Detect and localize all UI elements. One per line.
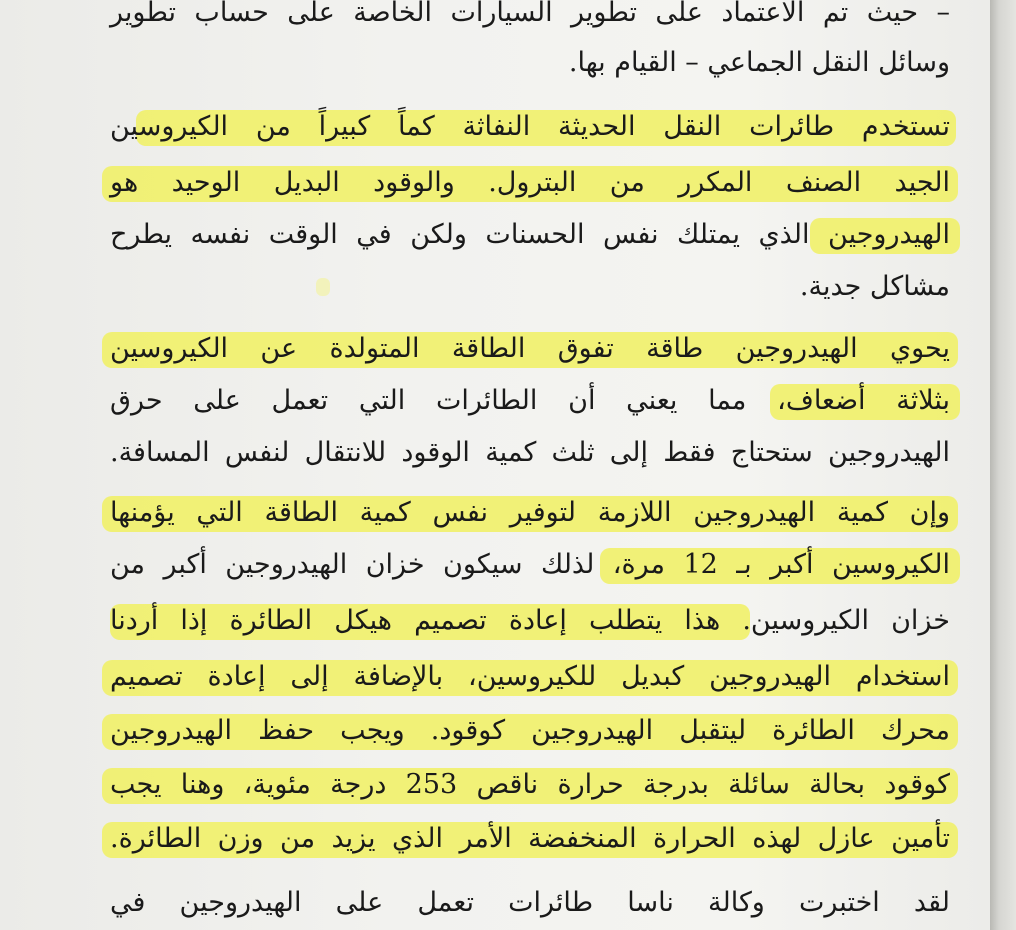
text-line-highlighted <box>110 706 950 756</box>
text-line <box>110 262 950 312</box>
line-text: كوقود بحالة سائلة بدرجة حرارة ناقص 253 درجة مئوية، وهنا يجب <box>110 769 950 800</box>
text-line-partially-highlighted <box>110 210 950 260</box>
text-line-highlighted <box>110 102 950 152</box>
text-line-highlighted <box>110 652 950 702</box>
line-text: وسائل النقل الجماعي – القيام بها. <box>568 47 950 78</box>
line-text: استخدام الهيدروجين كبديل للكيروسين، بالإضافة إلى إعادة تصميم <box>110 661 950 692</box>
line-text: خزان الكيروسين. هذا يتطلب إعادة تصميم هيكل الطائرة إذا أردنا <box>110 605 950 636</box>
text-line-highlighted <box>110 324 950 374</box>
text-line <box>110 878 950 928</box>
text-line <box>110 428 950 478</box>
line-text: الجيد الصنف المكرر من البترول. والوقود البديل الوحيد هو <box>110 167 950 198</box>
line-text: الكيروسين أكبر بـ 12 مرة، لذلك سيكون خزان الهيدروجين أكبر من <box>110 549 950 580</box>
line-text: يحوي الهيدروجين طاقة تفوق الطاقة المتولدة عن الكيروسين <box>110 333 950 364</box>
book-gutter <box>990 0 1016 930</box>
line-text: محرك الطائرة ليتقبل الهيدروجين كوقود. ويجب حفظ الهيدروجين <box>110 715 950 746</box>
line-text: تستخدم طائرات النقل الحديثة النفاثة كماً كبيراً من الكيروسين <box>110 111 950 142</box>
text-line-partially-highlighted <box>110 540 950 590</box>
line-text: تأمين عازل لهذه الحرارة المنخفضة الأمر الذي يزيد من وزن الطائرة. <box>110 823 950 854</box>
line-text: وإن كمية الهيدروجين اللازمة لتوفير نفس كمية الطاقة التي يؤمنها <box>110 497 950 528</box>
text-line-partially-highlighted <box>110 596 950 646</box>
line-text: الهيدروجين ستحتاج فقط إلى ثلث كمية الوقود للانتقال لنفس المسافة. <box>110 437 950 468</box>
text-line-highlighted <box>110 158 950 208</box>
line-text: الهيدروجين الذي يمتلك نفس الحسنات ولكن في الوقت نفسه يطرح <box>110 219 950 250</box>
text-line-highlighted <box>110 760 950 810</box>
text-line-highlighted <box>110 488 950 538</box>
text-line-partially-highlighted <box>110 376 950 426</box>
line-text: مشاكل جدية. <box>799 271 950 302</box>
text-line <box>110 38 950 88</box>
text-line <box>110 0 950 38</box>
text-line-highlighted <box>110 814 950 864</box>
line-text: لقد اختبرت وكالة ناسا طائرات تعمل على الهيدروجين في <box>110 887 950 918</box>
line-text: بثلاثة أضعاف، مما يعني أن الطائرات التي تعمل على حرق <box>110 385 950 416</box>
line-text: – حيث تم الاعتماد على تطوير السيارات الخاصة على حساب تطوير <box>110 0 950 28</box>
